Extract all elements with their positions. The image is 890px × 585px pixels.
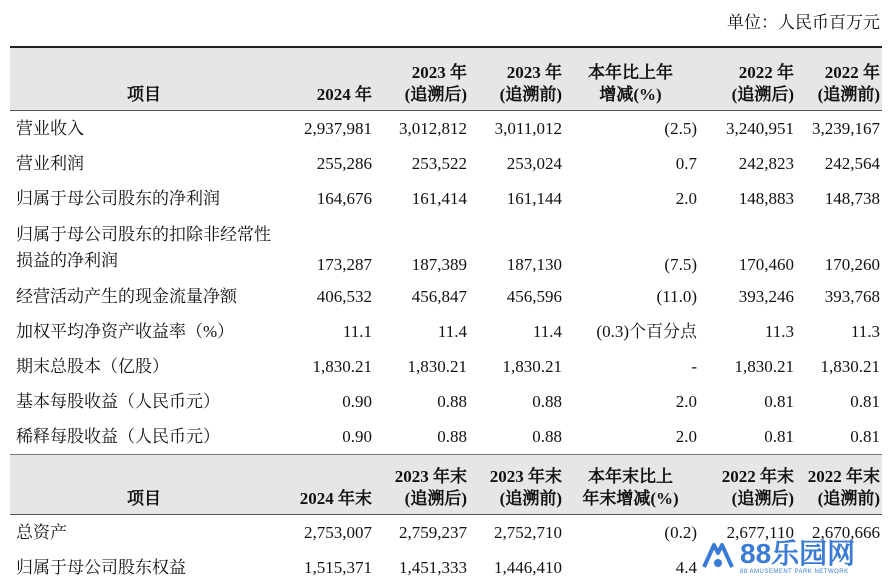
cell-value: 11.3 <box>764 321 794 341</box>
table-row <box>10 419 882 455</box>
cell-value: 0.90 <box>342 391 372 411</box>
row-label: 营业利润 <box>16 153 84 173</box>
header2-2022-end-original: 2022 年末 (追溯前) <box>796 455 882 515</box>
cell-value: 0.88 <box>437 391 467 411</box>
cell-value: 0.81 <box>764 391 794 411</box>
unit-label: 单位：人民币百万元 <box>727 13 880 32</box>
cell-value: 1,515,371 <box>304 557 372 577</box>
cell-value: 253,024 <box>506 153 562 173</box>
cell-value: 255,286 <box>316 153 372 173</box>
watermark-icon <box>700 539 736 575</box>
cell-value: 164,676 <box>316 188 372 208</box>
cell-value: 242,823 <box>738 153 794 173</box>
cell-value: 1,446,410 <box>494 557 562 577</box>
cell-value: 170,460 <box>738 255 794 274</box>
row-label: 期末总股本（亿股） <box>16 356 169 376</box>
cell-value: 1,830.21 <box>312 356 372 376</box>
row-label: 归属于母公司股东权益 <box>16 557 186 577</box>
row-label: 归属于母公司股东的扣除非经常性损益的净利润 <box>16 224 271 270</box>
cell-value: 393,246 <box>738 286 794 306</box>
cell-value: 148,883 <box>738 188 794 208</box>
cell-value: 3,239,167 <box>796 111 882 147</box>
cell-value: 2.0 <box>675 391 697 411</box>
cell-value: 2,753,007 <box>278 515 374 551</box>
row-label: 归属于母公司股东的净利润 <box>16 188 220 208</box>
cell-value: 456,596 <box>506 286 562 306</box>
cell-value: (0.3)个百分点 <box>596 321 697 341</box>
cell-value: 2,937,981 <box>278 111 374 147</box>
header2-item: 项目 <box>10 455 278 515</box>
cell-value: 187,389 <box>411 255 467 274</box>
cell-value: 0.88 <box>532 391 562 411</box>
header2-2022-end-restated: 2022 年末 (追溯后) <box>699 455 796 515</box>
watermark-text: 88乐园网 <box>740 537 856 569</box>
table-row <box>10 181 882 216</box>
header-item: 项目 <box>10 47 278 111</box>
row-label: 加权平均净资产收益率（%） <box>16 321 235 341</box>
row-label: 总资产 <box>10 515 278 551</box>
cell-value: 0.88 <box>532 426 562 446</box>
cell-value: 456,847 <box>411 286 467 306</box>
header2-2023-end-restated: 2023 年末 (追溯后) <box>374 455 469 515</box>
table-row <box>10 349 882 384</box>
header2-2023-end-original: 2023 年末 (追溯前) <box>469 455 564 515</box>
table-row <box>10 314 882 349</box>
table1-header-row <box>10 47 882 111</box>
row-label: 经营活动产生的现金流量净额 <box>16 286 237 306</box>
header2-yoy-change: 本年末比上 年末增减(%) <box>564 455 699 515</box>
table-row <box>10 384 882 419</box>
cell-value: 406,532 <box>316 286 372 306</box>
cell-value: (0.2) <box>564 515 699 551</box>
cell-value: 161,414 <box>411 188 467 208</box>
cell-value: 11.4 <box>532 321 562 341</box>
cell-value: 187,130 <box>506 255 562 274</box>
table2-header-row <box>10 455 882 515</box>
cell-value: 2,752,710 <box>469 515 564 551</box>
cell-value: 11.4 <box>437 321 467 341</box>
cell-value: 0.88 <box>437 426 467 446</box>
table-row <box>10 146 882 181</box>
cell-value: 0.81 <box>764 426 794 446</box>
cell-value: 4.4 <box>675 557 697 577</box>
header-2023-original: 2023 年 (追溯前) <box>469 47 564 111</box>
cell-value: 2,670,666 <box>796 515 882 551</box>
cell-value: (2.5) <box>564 111 699 147</box>
cell-value: 173,287 <box>316 255 372 274</box>
cell-value: 3,240,951 <box>699 111 796 147</box>
cell-value: 2.0 <box>675 188 697 208</box>
cell-value: 161,144 <box>506 188 562 208</box>
cell-value: 1,830.21 <box>502 356 562 376</box>
cell-value: 253,522 <box>411 153 467 173</box>
cell-value: 393,768 <box>824 286 880 306</box>
cell-value: 170,260 <box>824 255 880 274</box>
table-row <box>10 111 882 147</box>
cell-value: 1,830.21 <box>734 356 794 376</box>
watermark-logo <box>700 530 890 583</box>
cell-value: 0.7 <box>675 153 697 173</box>
cell-value: - <box>691 356 697 376</box>
header-2023-restated: 2023 年 (追溯后) <box>374 47 469 111</box>
table-row <box>10 216 882 279</box>
cell-value: (7.5) <box>664 255 697 274</box>
cell-value: 2,677,110 <box>699 515 796 551</box>
header-2024: 2024 年 <box>278 47 374 111</box>
cell-value: 148,738 <box>824 188 880 208</box>
watermark-subtext: 88 AMUSEMENT PARK NETWORK <box>740 568 849 575</box>
cell-value: 242,564 <box>824 153 880 173</box>
cell-value: 2,759,237 <box>374 515 469 551</box>
header-yoy-change: 本年比上年 增减(%) <box>564 47 699 111</box>
cell-value: 2.0 <box>675 426 697 446</box>
cell-value: 0.81 <box>850 426 880 446</box>
header-2022-original: 2022 年 (追溯前) <box>796 47 882 111</box>
row-label: 基本每股收益（人民币元） <box>16 391 220 411</box>
cell-value: 0.90 <box>342 426 372 446</box>
row-label: 营业收入 <box>10 111 278 147</box>
header-2022-restated: 2022 年 (追溯后) <box>699 47 796 111</box>
cell-value: 11.3 <box>850 321 880 341</box>
cell-value: 1,830.21 <box>820 356 880 376</box>
header2-2024-end: 2024 年末 <box>278 455 374 515</box>
cell-value: 1,451,333 <box>399 557 467 577</box>
cell-value: 0.81 <box>850 391 880 411</box>
table-row <box>10 279 882 314</box>
cell-value: (11.0) <box>656 286 697 306</box>
row-label: 稀释每股收益（人民币元） <box>16 426 220 446</box>
cell-value: 11.1 <box>342 321 372 341</box>
financial-table <box>10 46 882 585</box>
cell-value: 1,830.21 <box>407 356 467 376</box>
cell-value: 3,012,812 <box>374 111 469 147</box>
cell-value: 3,011,012 <box>469 111 564 147</box>
